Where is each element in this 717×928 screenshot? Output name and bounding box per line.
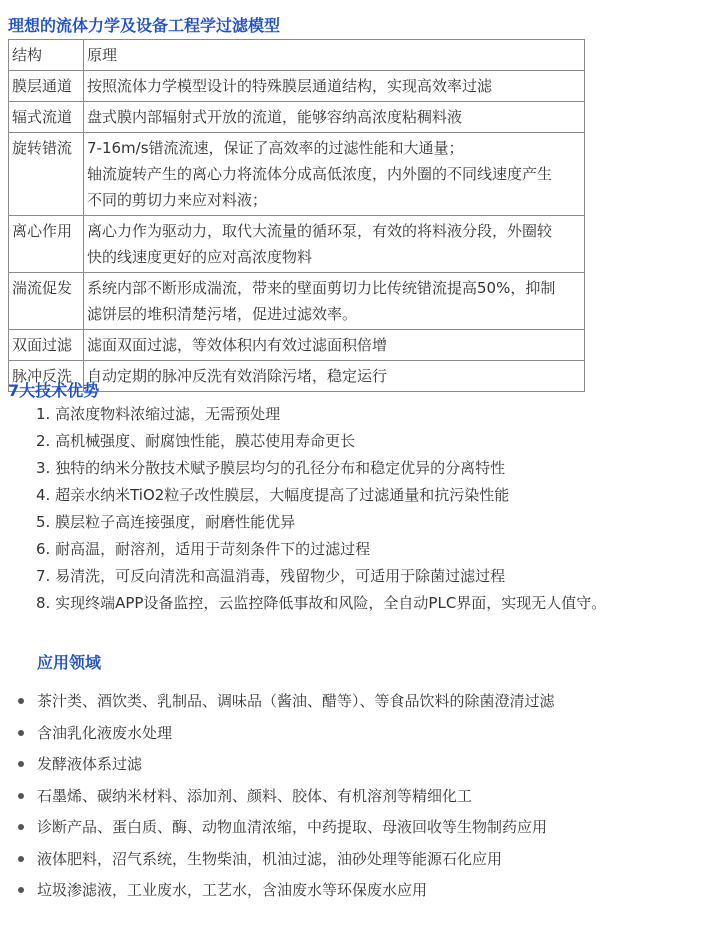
table-row bbox=[9, 216, 585, 273]
bullet-icon bbox=[18, 761, 24, 767]
structure-cell: 辐式流道 bbox=[9, 102, 84, 133]
principle-line: 滤面双面过滤，等效体积内有效过滤面积倍增 bbox=[87, 336, 388, 354]
applications-title: 应用领域 bbox=[37, 653, 102, 672]
table-header-row bbox=[9, 40, 585, 71]
advantage-item: 7. 易清洗，可反向清洗和高温消毒，残留物少，可适用于除菌过滤过程 bbox=[36, 567, 506, 585]
application-item bbox=[37, 785, 472, 806]
principle-line: 按照流体力学模型设计的特殊膜层通道结构，实现高效率过滤 bbox=[87, 77, 493, 95]
principle-cell bbox=[84, 102, 585, 133]
principle-line: 自动定期的脉冲反洗有效消除污堵，稳定运行 bbox=[87, 367, 388, 385]
principle-cell bbox=[84, 71, 585, 102]
structure-cell: 双面过滤 bbox=[9, 330, 84, 361]
application-item bbox=[37, 848, 502, 869]
bullet-icon bbox=[18, 698, 24, 704]
principle-cell bbox=[84, 361, 585, 392]
principle-line: 滤饼层的堆积清楚污堵，促进过滤效率。 bbox=[87, 305, 358, 323]
principle-cell bbox=[84, 133, 585, 216]
structure-cell: 脉冲反洗 bbox=[9, 361, 84, 392]
structure-cell: 离心作用 bbox=[9, 216, 84, 273]
application-item bbox=[37, 753, 142, 774]
bullet-icon bbox=[18, 887, 24, 893]
advantage-item: 6. 耐高温，耐溶剂，适用于苛刻条件下的过滤过程 bbox=[36, 540, 371, 558]
application-text: 垃圾渗滤液，工业废水，工艺水，含油废水等环保废水应用 bbox=[37, 881, 428, 899]
application-item bbox=[37, 690, 555, 711]
table-row bbox=[9, 71, 585, 102]
structure-principle-table bbox=[8, 39, 585, 392]
principle-line: 盘式膜内部辐射式开放的流道，能够容纳高浓度粘稠料液 bbox=[87, 108, 463, 126]
table-row bbox=[9, 330, 585, 361]
application-text: 茶汁类、酒饮类、乳制品、调味品（酱油、醋等）、等食品饮料的除菌澄清过滤 bbox=[37, 692, 555, 710]
principle-line: 系统内部不断形成湍流，带来的壁面剪切力比传统错流提高50%，抑制 bbox=[87, 279, 556, 297]
principle-line: 7-16m/s错流流速，保证了高效率的过滤性能和大通量； bbox=[87, 139, 464, 157]
application-text: 石墨烯、碳纳米材料、添加剂、颜料、胶体、有机溶剂等精细化工 bbox=[37, 786, 473, 805]
structure-cell: 湍流促发 bbox=[9, 273, 84, 330]
principle-line: 快的线速度更好的应对高浓度物料 bbox=[87, 248, 313, 266]
advantages-title: 7大技术优势 bbox=[8, 381, 100, 400]
principle-cell bbox=[84, 216, 585, 273]
application-item bbox=[37, 816, 547, 837]
principle-line: 离心力作为驱动力，取代大流量的循环泵，有效的将料液分段，外圈较 bbox=[87, 222, 553, 240]
advantage-item: 8. 实现终端APP设备监控，云监控降低事故和风险，全自动PLC界面，实现无人值守。 bbox=[36, 594, 607, 612]
application-text: 液体肥料，沼气系统，生物柴油，机油过滤，油砂处理等能源石化应用 bbox=[37, 849, 503, 868]
application-text: 诊断产品、蛋白质、酶、动物血清浓缩，中药提取、母液回收等生物制药应用 bbox=[37, 818, 548, 836]
advantage-item: 5. 膜层粒子高连接强度，耐磨性能优异 bbox=[36, 513, 296, 531]
bullet-icon bbox=[18, 793, 24, 799]
advantage-item: 2. 高机械强度、耐腐蚀性能，膜芯使用寿命更长 bbox=[36, 432, 356, 450]
bullet-icon bbox=[18, 856, 24, 862]
table-row bbox=[9, 273, 585, 330]
bullet-icon bbox=[18, 824, 24, 830]
section-title: 理想的流体力学及设备工程学过滤模型 bbox=[8, 16, 281, 35]
principle-cell bbox=[84, 273, 585, 330]
application-text: 含油乳化液废水处理 bbox=[37, 723, 173, 742]
structure-cell: 旋转错流 bbox=[9, 133, 84, 216]
header-cell-principle: 原理 bbox=[84, 40, 585, 71]
application-text: 发酵液体系过滤 bbox=[37, 755, 143, 773]
application-item bbox=[37, 879, 427, 900]
application-item bbox=[37, 722, 172, 743]
structure-cell: 膜层通道 bbox=[9, 71, 84, 102]
principle-line: 轴流旋转产生的离心力将流体分成高低浓度，内外圈的不同线速度产生 bbox=[87, 165, 553, 183]
header-cell-structure: 结构 bbox=[9, 40, 84, 71]
advantage-item: 4. 超亲水纳米TiO2粒子改性膜层，大幅度提高了过滤通量和抗污染性能 bbox=[36, 486, 510, 504]
table-row bbox=[9, 102, 585, 133]
bullet-icon bbox=[18, 730, 24, 736]
advantage-item: 3. 独特的纳米分散技术赋予膜层均匀的孔径分布和稳定优异的分离特性 bbox=[36, 459, 506, 477]
table-row bbox=[9, 133, 585, 216]
principle-line: 不同的剪切力来应对料液； bbox=[87, 191, 268, 209]
advantage-item: 1. 高浓度物料浓缩过滤，无需预处理 bbox=[36, 405, 281, 423]
principle-cell bbox=[84, 330, 585, 361]
